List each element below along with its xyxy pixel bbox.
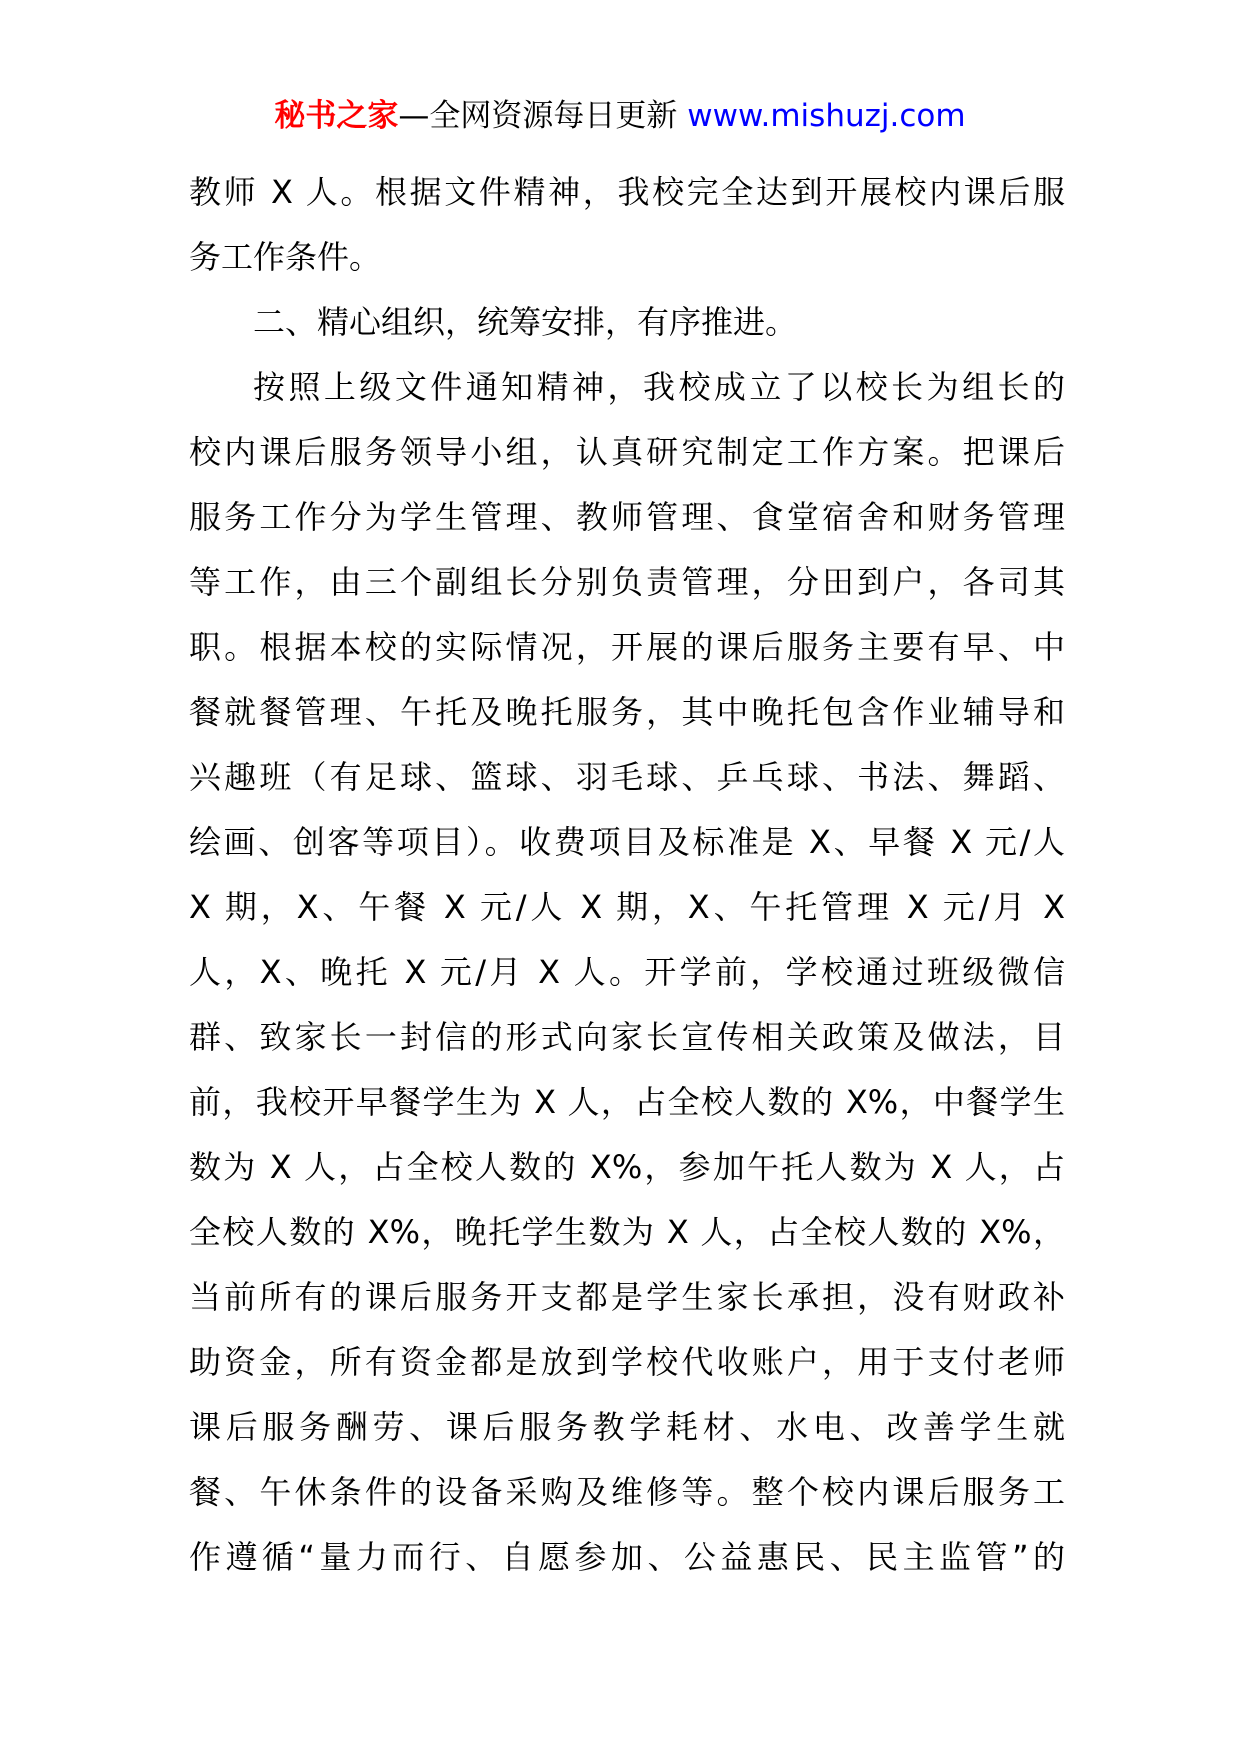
text-line: 餐、午休条件的设备采购及维修等。整个校内课后服务工 (189, 1473, 1065, 1511)
text-line: 前，我校开早餐学生为 X 人，占全校人数的 X%，中餐学生 (189, 1083, 1065, 1121)
text-line: 作遵循“量力而行、自愿参加、公益惠民、民主监管”的 (189, 1538, 1065, 1576)
text-line: 绘画、创客等项目）。收费项目及标准是 X、早餐 X 元/人 (189, 823, 1065, 861)
section-heading: 二、精心组织，统筹安排，有序推进。 (253, 303, 798, 341)
text-line: 兴趣班（有足球、篮球、羽毛球、乒乓球、书法、舞蹈、 (189, 758, 1065, 796)
text-line: 课后服务酬劳、课后服务教学耗材、水电、改善学生就 (189, 1408, 1065, 1446)
text-line: 助资金，所有资金都是放到学校代收账户，用于支付老师 (189, 1343, 1065, 1381)
page-header (0, 96, 1240, 136)
header-tagline: —全网资源每日更新 (398, 98, 688, 134)
text-line: X 期，X、午餐 X 元/人 X 期，X、午托管理 X 元/月 X (189, 888, 1065, 926)
text-line: 群、致家长一封信的形式向家长宣传相关政策及做法，目 (189, 1018, 1065, 1056)
text-line: 按照上级文件通知精神，我校成立了以校长为组长的 (253, 368, 1065, 406)
text-line: 餐就餐管理、午托及晚托服务，其中晚托包含作业辅导和 (189, 693, 1065, 731)
site-brand: 秘书之家 (274, 98, 399, 134)
text-line: 等工作，由三个副组长分别负责管理，分田到户，各司其 (189, 563, 1065, 601)
text-line: 校内课后服务领导小组，认真研究制定工作方案。把课后 (189, 433, 1065, 471)
text-line: 教师 X 人。根据文件精神，我校完全达到开展校内课后服 (189, 173, 1065, 211)
text-line: 数为 X 人，占全校人数的 X%，参加午托人数为 X 人，占 (189, 1148, 1065, 1186)
text-line: 全校人数的 X%，晚托学生数为 X 人，占全校人数的 X%， (189, 1213, 1065, 1251)
text-line: 服务工作分为学生管理、教师管理、食堂宿舍和财务管理 (189, 498, 1065, 536)
text-line: 人，X、晚托 X 元/月 X 人。开学前，学校通过班级微信 (189, 953, 1065, 991)
document-body (189, 160, 1065, 1590)
text-line: 职。根据本校的实际情况，开展的课后服务主要有早、中 (189, 628, 1065, 666)
text-line: 务工作条件。 (189, 238, 382, 276)
text-line: 当前所有的课后服务开支都是学生家长承担，没有财政补 (189, 1278, 1065, 1316)
site-url-link[interactable]: www.mishuzj.com (687, 98, 966, 134)
